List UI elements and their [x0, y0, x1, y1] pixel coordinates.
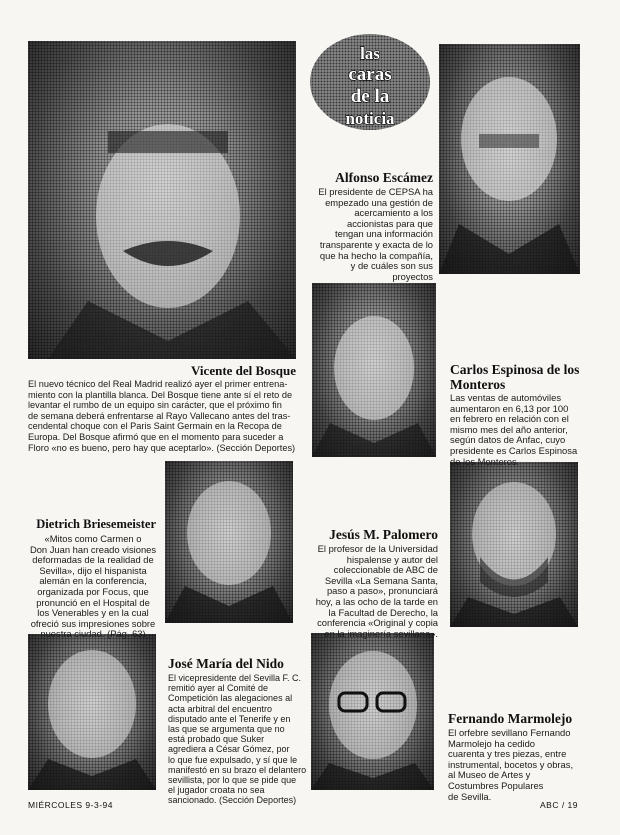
photo-alfonso-escamez: [439, 44, 580, 274]
photo-jose-maria-del-nido: [28, 634, 156, 790]
photo-fernando-marmolejo: [311, 633, 434, 790]
las-caras-de-la-noticia-logo: [308, 32, 432, 132]
page-folio: ABC / 19: [540, 800, 579, 810]
logo-word-3: de la: [350, 86, 390, 107]
logo-word-2: caras: [348, 64, 392, 85]
name-alfonso-escamez: Alfonso Escámez: [335, 170, 433, 185]
photo-jesus-palomero: [450, 462, 578, 627]
text-jose-maria-del-nido: El vicepresidente del Sevilla F. C. remitió ayer al Comité de Competición las alegaciones al acta arbitral del encuentro disputado ante el Tenerife y en las que se argumenta que no está probado que Suker agrediera a César Gómez, por lo que fue expulsado, y sí que le manifestó en su brazo el delantero sevillista, por lo que se pide que el jugador croata no sea sancionado. (Sección Deportes): [168, 673, 307, 806]
name-fernando-marmolejo: Fernando Marmolejo: [448, 711, 573, 726]
name-vicente-del-bosque: Vicente del Bosque: [191, 363, 296, 378]
page-date: MIÉRCOLES 9-3-94: [28, 800, 113, 810]
text-fernando-marmolejo: El orfebre sevillano Fernando Marmolejo ha cedido cuarenta y tres piezas, entre instrumental, bocetos y obras, al Museo de Artes y Costumbres Populares de Sevilla.: [448, 727, 574, 802]
photo-carlos-espinosa: [312, 283, 436, 457]
photo-vicente-del-bosque: [28, 41, 296, 359]
logo-word-1: las: [360, 44, 380, 63]
text-jesus-palomero: El profesor de la Universidad hispalense y autor del coleccionable de ABC de Sevilla «La Semana Santa, paso a paso», pronunciará hoy, a las ocho de la tarde en la Facultad de Derecho, la conferencia «Original y copia en la imaginería sevillana».: [315, 543, 438, 639]
text-dietrich-briesemeister: «Mitos como Carmen o Don Juan han creado visiones deformadas de la realidad de Sevilla», dijo el hispanista alemán en la conferencia, organizada por Focus, que pronunció en el Hospital de los Venerables y en la cual ofreció sus impresiones sobre nuestra ciudad. (Pág. 63): [29, 533, 157, 640]
name-jose-maria-del-nido: José María del Nido: [168, 656, 284, 671]
name-jesus-palomero: Jesús M. Palomero: [329, 527, 438, 542]
text-carlos-espinosa: Las ventas de automóviles aumentaron en 6,13 por 100 en febrero en relación con el mismo mes del año anterior, según datos de Anfac, cuyo presidente es Carlos Espinosa de los Monteros.: [450, 392, 578, 467]
name-carlos-espinosa: Carlos Espinosa de los Monteros: [450, 362, 580, 392]
photo-dietrich-briesemeister: [165, 461, 293, 623]
logo-word-4: noticia: [345, 109, 395, 128]
text-vicente-del-bosque: El nuevo técnico del Real Madrid realizó ayer el primer entrena- miento con la plantilla blanca. Del Bosque tiene ante sí el reto de levantar el rumbo de un equipo sin carácter, que el próximo fin de semana deberá enfrentarse al Rayo Vallecano antes del tras- cendental choque con el Paris Saint Germain en la Recopa de Europa. Del Bosque afirmó que en el momento para suceder a Floro «no es bueno, pero hay que aceptarlo». (Sección Deportes): [28, 379, 296, 453]
name-dietrich-briesemeister: Dietrich Briesemeister: [36, 517, 156, 531]
text-alfonso-escamez: El presidente de CEPSA ha empezado una gestión de acercamiento a los accionistas para que tengan una información transparente y exacta de lo que ha hecho la compañía, y de cuáles son sus proyectos: [318, 186, 433, 282]
